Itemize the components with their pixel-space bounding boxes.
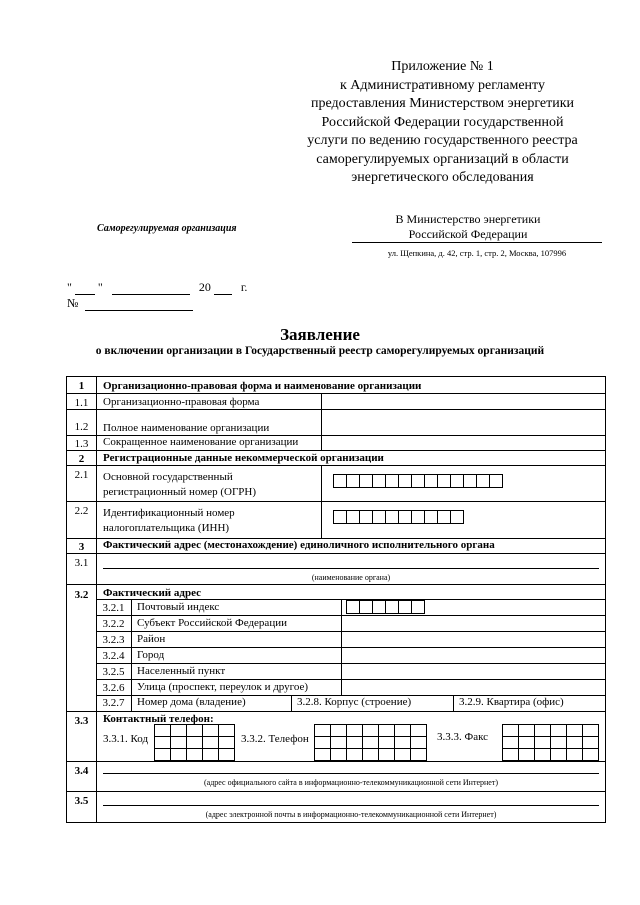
appendix-line: Российской Федерации государственной bbox=[321, 114, 564, 130]
addr-num: 3.2.2 bbox=[102, 618, 125, 630]
phone-code-cells[interactable] bbox=[155, 725, 235, 761]
row-num: 1.1 bbox=[74, 397, 89, 409]
section-num: 1 bbox=[78, 380, 85, 392]
row-num: 3.3 bbox=[74, 715, 89, 727]
row-label-line2: регистрационный номер (ОГРН) bbox=[103, 486, 257, 498]
addr-num: 3.2.1 bbox=[102, 602, 125, 614]
apartment-label: 3.2.9. Квартира (офис) bbox=[459, 696, 564, 708]
ogrn-cells[interactable] bbox=[334, 474, 503, 488]
fax-label: 3.3.3. Факс bbox=[437, 731, 489, 743]
phone-number-label: 3.3.2. Телефон bbox=[241, 733, 309, 745]
number-line bbox=[67, 296, 193, 311]
row-label-line2: налогоплательщика (ИНН) bbox=[103, 522, 230, 534]
section-title: Регистрационные данные некоммерческой организации bbox=[103, 452, 384, 464]
addr-num: 3.2.7 bbox=[102, 697, 125, 709]
row-divider bbox=[67, 711, 606, 712]
row-num: 3.4 bbox=[74, 765, 89, 777]
row-num: 2.2 bbox=[74, 505, 89, 517]
website-line[interactable] bbox=[103, 773, 599, 774]
phone-number-cells[interactable] bbox=[315, 725, 427, 761]
phone-code-label: 3.3.1. Код bbox=[103, 733, 149, 745]
row-num: 3.2 bbox=[74, 589, 89, 601]
ministry-line-1: В Министерство энергетики bbox=[395, 212, 541, 226]
section-num: 2 bbox=[78, 453, 85, 465]
row-num: 1.3 bbox=[74, 438, 89, 450]
addr-num: 3.2.4 bbox=[102, 650, 125, 662]
quote-open: " bbox=[67, 280, 72, 294]
appendix-line: саморегулируемых организаций в области bbox=[316, 151, 569, 167]
row-divider bbox=[96, 647, 606, 648]
row-label: Сокращенное наименование организации bbox=[103, 436, 299, 448]
addr-label: Номер дома (владение) bbox=[137, 696, 246, 708]
year-suffix: г. bbox=[240, 280, 248, 294]
col-divider bbox=[321, 435, 322, 450]
postcode-cells[interactable] bbox=[347, 600, 425, 614]
email-caption: (адрес электронной почты в информационно-телекоммуникационной сети Интернет) bbox=[205, 810, 497, 819]
row-label: Полное наименование организации bbox=[103, 422, 270, 434]
address-title: Фактический адрес bbox=[103, 587, 201, 599]
row-num: 1.2 bbox=[74, 421, 89, 433]
ministry-address: ул. Щепкина, д. 42, стр. 1, стр. 2, Москва, 107996 bbox=[387, 248, 567, 258]
col-divider bbox=[291, 695, 292, 711]
row-num: 3.5 bbox=[74, 795, 89, 807]
row-divider bbox=[96, 679, 606, 680]
row-label: Организационно-правовая форма bbox=[103, 396, 260, 408]
appendix-line: предоставления Министерством энергетики bbox=[310, 96, 575, 111]
row-num: 2.1 bbox=[74, 469, 89, 481]
building-label: 3.2.8. Корпус (строение) bbox=[297, 696, 412, 708]
appendix-line: Приложение № 1 bbox=[391, 59, 494, 74]
addr-num: 3.2.6 bbox=[102, 682, 125, 694]
addr-label: Субъект Российской Федерации bbox=[137, 617, 287, 629]
row-divider bbox=[96, 631, 606, 632]
year-field[interactable] bbox=[214, 282, 232, 295]
ministry-line-2: Российской Федерации bbox=[408, 227, 528, 241]
appendix-line: к Административному регламенту bbox=[340, 77, 545, 93]
document-title: Заявление bbox=[280, 325, 360, 344]
row-divider bbox=[67, 791, 606, 792]
row-divider bbox=[67, 409, 606, 410]
row-divider bbox=[67, 761, 606, 762]
fax-cells[interactable] bbox=[503, 725, 599, 761]
section-title: Организационно-правовая форма и наименование организации bbox=[103, 380, 422, 392]
row-divider bbox=[67, 501, 606, 502]
address-divider bbox=[352, 242, 602, 243]
phone-title: Контактный телефон: bbox=[103, 713, 214, 725]
quote-close: " bbox=[97, 280, 103, 294]
row-num: 3.1 bbox=[74, 557, 89, 569]
addr-label: Город bbox=[137, 649, 165, 661]
addr-num: 3.2.3 bbox=[102, 634, 125, 646]
row-divider bbox=[67, 450, 606, 451]
row-divider bbox=[67, 553, 606, 554]
addr-label: Улица (проспект, переулок и другое) bbox=[137, 681, 309, 693]
addr-label: Район bbox=[137, 633, 166, 645]
appendix-block bbox=[290, 58, 595, 188]
ministry-recipient bbox=[368, 212, 568, 242]
col-divider bbox=[453, 695, 454, 711]
application-form bbox=[66, 376, 606, 823]
appendix-line: энергетического обследования bbox=[351, 170, 534, 185]
section-title: Фактический адрес (местонахождение) единоличного исполнительного органа bbox=[103, 539, 495, 551]
organ-name-line[interactable] bbox=[103, 568, 599, 569]
col-divider bbox=[321, 393, 322, 436]
organ-caption: (наименование органа) bbox=[311, 573, 391, 582]
row-divider bbox=[96, 663, 606, 664]
addr-num: 3.2.5 bbox=[102, 666, 125, 678]
email-line[interactable] bbox=[103, 805, 599, 806]
section-num: 3 bbox=[78, 541, 85, 553]
website-caption: (адрес официального сайта в информационно-телекоммуникационной сети Интернет) bbox=[203, 778, 498, 787]
year-prefix: 20 bbox=[198, 280, 211, 294]
number-label: № bbox=[67, 296, 79, 310]
document-subtitle: о включении организации в Государственный реестр саморегулируемых организаций bbox=[95, 345, 545, 357]
addr-label: Почтовый индекс bbox=[137, 601, 220, 613]
inn-cells[interactable] bbox=[334, 510, 464, 524]
row-label-line1: Основной государственный bbox=[103, 471, 233, 483]
row-divider bbox=[96, 615, 606, 616]
day-field[interactable] bbox=[75, 282, 95, 295]
row-divider bbox=[67, 584, 606, 585]
row-label-line1: Идентификационный номер bbox=[103, 507, 235, 519]
number-field[interactable] bbox=[85, 298, 193, 311]
row-divider bbox=[67, 465, 606, 466]
sro-label: Саморегулируемая организация bbox=[97, 223, 237, 234]
addr-label: Населенный пункт bbox=[137, 665, 226, 677]
row-divider bbox=[67, 393, 606, 394]
month-field[interactable] bbox=[112, 282, 190, 295]
num-column-divider bbox=[96, 377, 97, 823]
appendix-line: услуги по ведению государственного реестра bbox=[307, 133, 578, 148]
date-line bbox=[67, 280, 247, 295]
